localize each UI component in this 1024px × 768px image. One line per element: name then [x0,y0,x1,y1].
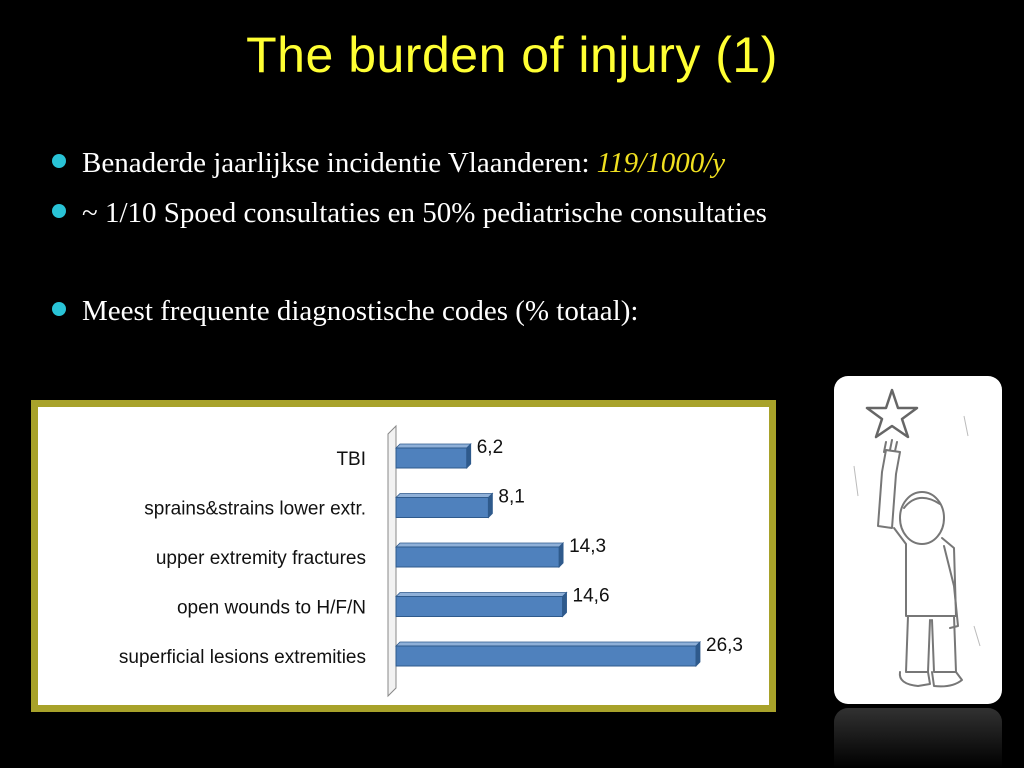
bullet-incidence-text: Benaderde jaarlijkse incidentie Vlaanderen: [82,147,597,179]
value-label: 26,3 [706,635,743,656]
slide-title: The burden of injury (1) [246,27,778,83]
bar-top-face [396,543,563,547]
bar [396,498,488,518]
value-label: 14,3 [569,536,607,557]
bullet-consultations [52,190,972,240]
child-reaching-for-star-icon [834,376,1002,704]
bar [396,646,696,666]
category-label: TBI [336,449,366,470]
bar [396,547,559,567]
bullet-diagnostic-codes [52,288,972,338]
bar-group [396,593,567,617]
bullet-incidence [52,140,972,190]
bar-group [396,494,492,518]
category-label: sprains&strains lower extr. [144,498,366,520]
bar-side-face [488,494,492,518]
bullet-dot-icon [52,204,66,218]
bar-top-face [396,444,471,448]
child-star-illustration [834,376,1002,704]
bar [396,597,563,617]
category-label: open wounds to H/F/N [176,597,366,619]
bar-top-face [396,642,700,646]
bullet-list [52,140,972,338]
value-label: 8,1 [498,486,525,508]
illustration-reflection [834,708,1002,768]
value-label: 6,2 [476,437,504,458]
bullet-diagnostic-codes-text: Meest frequente diagnostische codes (% totaal): [82,295,639,327]
incidence-value: 119/1000/y [596,147,726,179]
bar-side-face [467,444,471,468]
bar-side-face [696,642,700,666]
category-label: upper extremity fractures [155,548,366,569]
bar-group [396,444,471,468]
bar [396,448,467,468]
bar-chart [38,407,769,705]
bar-group [396,543,563,567]
bar-side-face [559,543,563,567]
bullet-dot-icon [52,302,66,316]
category-axis [388,426,396,696]
bar-top-face [396,494,492,498]
bar-top-face [396,593,567,597]
category-label: superficial lesions extremities [118,647,366,668]
chart-area [38,407,769,705]
value-label: 14,6 [572,585,610,607]
bullet-dot-icon [52,154,66,168]
bar-group [396,642,700,666]
bar-side-face [563,593,567,617]
bullet-consultations-text: ~ 1/10 Spoed consultaties en 50% pediatrische consultaties [82,197,767,229]
chart-frame [31,400,776,712]
